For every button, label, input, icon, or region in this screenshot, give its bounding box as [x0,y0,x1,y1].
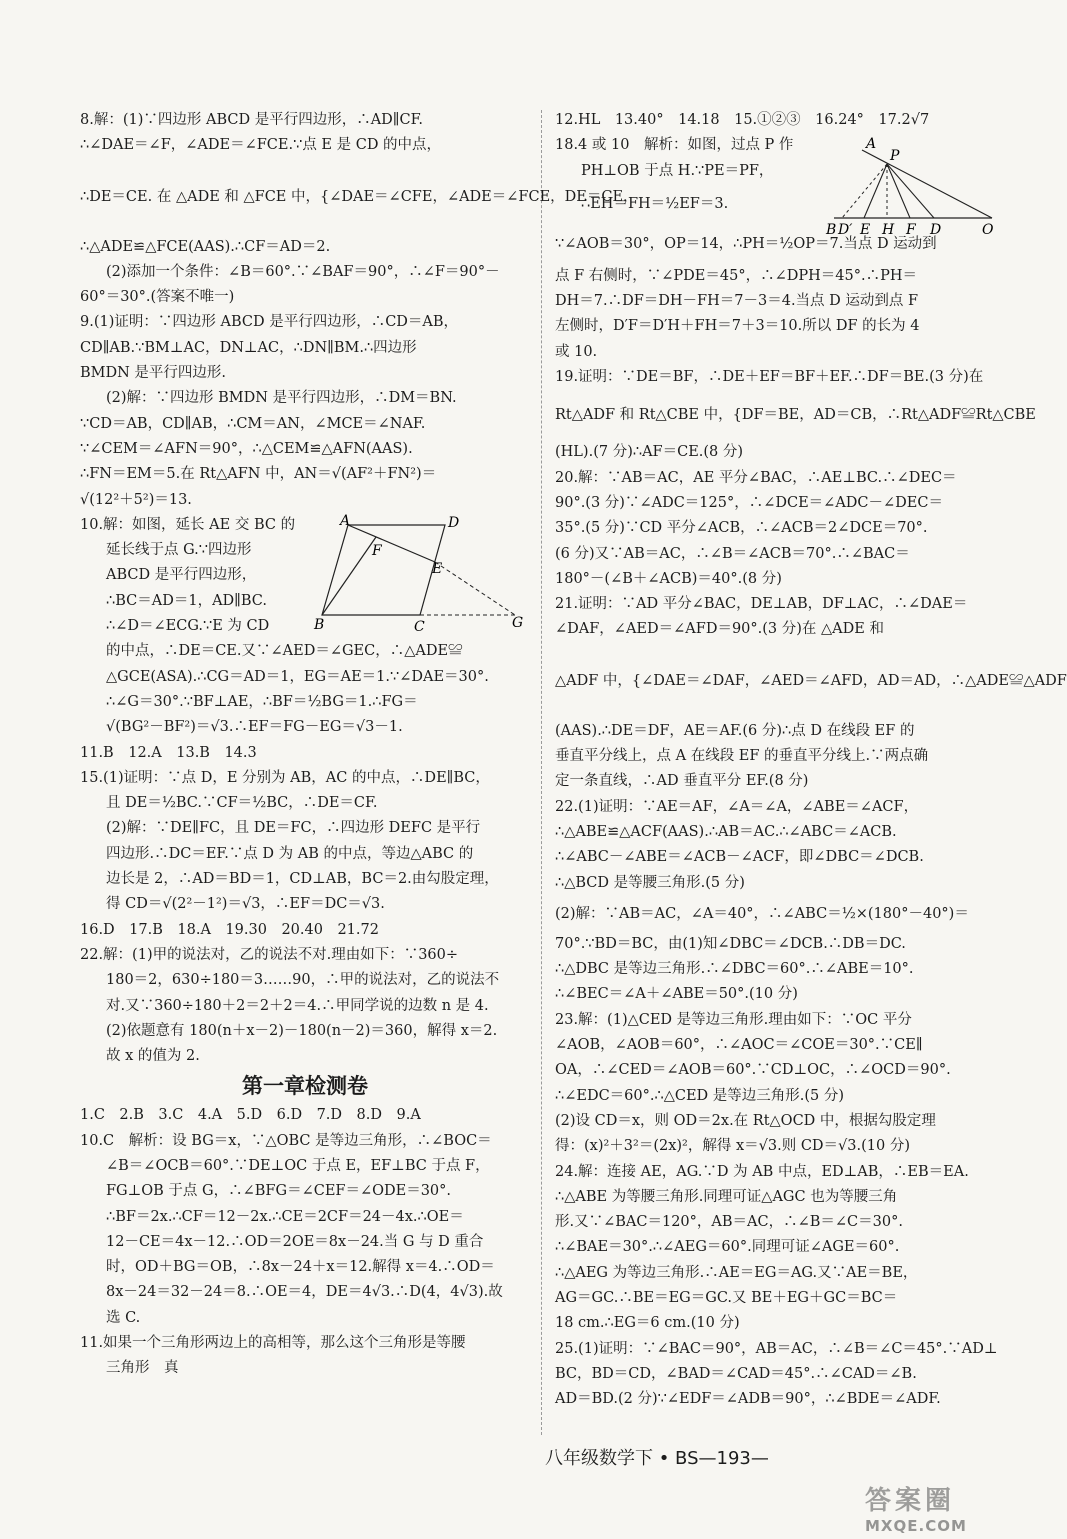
answer-line: 18.4 或 10 解析：如图，过点 P 作 [555,137,794,154]
label-d: D [930,222,942,238]
label-f: F [372,543,382,559]
answer-line: AG＝GC.∴BE＝EG＝GC.又 BE＋EG＋GC＝BC＝ [555,1289,898,1306]
answer-line: ∴BF＝2x.∴CF＝12－2x.∴CE＝2CF＝24－4x.∴OE＝ [106,1208,464,1225]
label-d: D [448,515,460,531]
answer-line: ∴∠BAE＝30°.∴∠AEG＝60°.同理可证∠AGE＝60°. [555,1239,900,1256]
answer-line: 60°＝30°.(答案不唯一) [80,289,235,306]
answer-line: 22.解：(1)甲的说法对，乙的说法不对.理由如下：∵360÷ [80,946,459,963]
answer-line: (2)添加一个条件：∠B＝60°.∵∠BAF＝90°，∴∠F＝90°－ [106,263,500,280]
answer-line: 12－CE＝4x－12.∴OD＝2OE＝8x－24.当 G 与 D 重合 [106,1233,484,1250]
answer-line: 180＝2，630÷180＝3……90，∴甲的说法对，乙的说法不 [106,972,500,989]
answer-line: ∴△AEG 为等边三角形.∴AE＝EG＝AG.又∵AE＝BE， [555,1264,918,1281]
answer-line: 10.解：如图，延长 AE 交 BC 的 [80,516,296,533]
answer-line: (6 分)又∵AB＝AC，∴∠B＝∠ACB＝70°.∴∠BAC＝ [555,545,910,562]
answer-line: AD＝BD.(2 分)∵∠EDF＝∠ADB＝90°，∴∠BDE＝∠ADF. [555,1391,941,1408]
answer-line: ∴∠DAE＝∠F，∠ADE＝∠FCE.∵点 E 是 CD 的中点， [80,137,442,154]
answer-line: 延长线于点 G.∵四边形 [106,542,252,559]
answer-line: OA，∴∠CED＝∠AOB＝60°.∵CD⊥OC，∴∠OCD＝90°. [555,1062,951,1079]
answer-line: DH＝7.∴DF＝DH－FH＝7－3＝4.当点 D 运动到点 F [555,293,919,310]
answer-line: (HL).(7 分)∴AF＝CE.(8 分) [555,444,744,461]
answer-line: ∴△ADE≌△FCE(AAS).∴CF＝AD＝2. [80,238,331,255]
label-e: E [860,222,871,238]
answer-line: 1.C 2.B 3.C 4.A 5.D 6.D 7.D 8.D 9.A [80,1107,421,1124]
segment-pe [864,164,887,218]
answer-line: PH⊥OB 于点 H.∵PE＝PF， [581,162,774,179]
answer-line: ∴△DBC 是等边三角形.∴∠DBC＝60°.∴∠ABE＝10°. [555,961,914,978]
answer-line: (2)设 CD＝x，则 OD＝2x.在 Rt△OCD 中，根据勾股定理 [555,1112,936,1129]
answer-line: √(BG²－BF²)＝√3.∴EF＝FG－EG＝√3－1. [106,719,403,736]
answer-line: ∴∠EDC＝60°.∴△CED 是等边三角形.(5 分) [555,1087,845,1104]
angle-figure [822,138,997,242]
answer-line: 选 C. [106,1309,141,1326]
answer-line: Rt△ADF 和 Rt△CBE 中，{DF＝BE，AD＝CB，∴Rt△ADF≌Rt△CBE [555,407,1036,424]
answer-line: 得：(x)²＋3²＝(2x)²，解得 x＝√3.则 CD＝√3.(10 分) [555,1138,911,1155]
answer-line: ∴∠G＝30°.∵BF⊥AE，∴BF＝½BG＝1.∴FG＝ [106,693,418,710]
segment-ae [348,525,435,562]
answer-line: BC，BD＝CD，∠BAD＝∠CAD＝45°.∴∠CAD＝∠B. [555,1365,917,1382]
label-f: F [906,222,916,238]
answer-line: 的中点，∴DE＝CE.又∵∠AED＝∠GEC，∴△ADE≌ [106,643,463,660]
label-g: G [512,615,524,631]
answer-line: 23.解：(1)△CED 是等边三角形.理由如下：∵OC 平分 [555,1011,912,1028]
answer-line: △GCE(ASA).∴CG＝AD＝1，EG＝AE＝1.∵∠DAE＝30°. [106,668,489,685]
label-p: P [890,148,900,164]
answer-line: ∵CD＝AB，CD∥AB，∴CM＝AN，∠MCE＝∠NAF. [80,415,426,432]
answer-line: 得 CD＝√(2²－1²)＝√3，∴EF＝DC＝√3. [106,896,385,913]
answer-line: ∴EH＝FH＝½EF＝3. [581,195,729,212]
label-c: C [414,619,425,635]
answer-line: ∠B＝∠OCB＝60°.∵DE⊥OC 于点 E，EF⊥BC 于点 F， [106,1157,490,1174]
answer-line: ∴∠ABC－∠ABE＝∠ACB－∠ACF，即∠DBC＝∠DCB. [555,849,924,866]
answer-line: 且 DE＝½BC.∵CF＝½BC，∴DE＝CF. [106,795,378,812]
section-title: 第一章检测卷 [242,1074,368,1099]
answer-line: FG⊥OB 于点 G，∴∠BFG＝∠CEF＝∠ODE＝30°. [106,1183,452,1200]
right-column [555,108,1067,1412]
answer-line: 15.(1)证明：∵点 D，E 分别为 AB，AC 的中点，∴DE∥BC， [80,769,490,786]
label-h: H [882,222,895,238]
answer-line: 90°.(3 分)∵∠ADC＝125°，∴∠DCE＝∠ADC－∠DEC＝ [555,494,943,511]
answer-line: ∴BC＝AD＝1，AD∥BC. [106,592,267,609]
answer-line: (2)解：∵AB＝AC，∠A＝40°，∴∠ABC＝½×(180°－40°)＝ [555,905,969,922]
answer-line: 形.又∵∠BAC＝120°，AB＝AC，∴∠B＝∠C＝30°. [555,1214,903,1231]
answer-line: 18 cm.∴EG＝6 cm.(10 分) [555,1315,740,1332]
answer-line: 对.又∵360÷180＋2＝2＋2＝4.∴甲同学说的边数 n 是 4. [106,997,489,1014]
answer-line: √(12²＋5²)＝13. [80,491,192,508]
label-a: A [866,136,877,152]
answer-line: 四边形.∴DC＝EF.∵点 D 为 AB 的中点，等边△ABC 的 [106,845,474,862]
answer-line: ∵∠CEM＝∠AFN＝90°，∴△CEM≌△AFN(AAS). [80,440,413,457]
answer-line: (2)解：∵DE∥FC，且 DE＝FC，∴四边形 DEFC 是平行 [106,820,481,837]
segment-bf [322,537,376,615]
answer-line: 点 F 右侧时，∵∠PDE＝45°，∴∠DPH＝45°.∴PH＝ [555,267,917,284]
answer-line: 24.解：连接 AE，AG.∵D 为 AB 中点，ED⊥AB，∴EB＝EA. [555,1163,969,1180]
answer-line: 70°.∵BD＝BC，由(1)知∠DBC＝∠DCB.∴DB＝DC. [555,935,906,952]
answer-line: 180°－(∠B＋∠ACB)＝40°.(8 分) [555,570,782,587]
answer-line: ∴∠BEC＝∠A＋∠ABE＝50°.(10 分) [555,986,798,1003]
answer-line: 25.(1)证明：∵∠BAC＝90°，AB＝AC，∴∠B＝∠C＝45°.∵AD⊥ [555,1340,998,1357]
watermark-logo [865,1480,995,1538]
answer-line: (AAS).∴DE＝DF，AE＝AF.(6 分)∴点 D 在线段 EF 的 [555,722,915,739]
answer-line: ∠AOB，∠AOB＝60°，∴∠AOC＝∠COE＝30°.∵CE∥ [555,1037,923,1054]
watermark-top: 答案圈 [865,1486,956,1516]
segment-pf [887,164,910,218]
parallelogram-figure [310,515,530,639]
watermark-bottom: MXQE.COM [865,1517,967,1535]
answer-line: 22.(1)证明：∵AE＝AF，∠A＝∠A，∠ABE＝∠ACF， [555,798,919,815]
answer-line: BMDN 是平行四边形. [80,365,227,382]
answer-line: ABCD 是平行四边形， [106,567,257,584]
answer-line: 或 10. [555,343,598,360]
label-b: B [314,617,325,633]
answer-line: (2)解：∵四边形 BMDN 是平行四边形，∴DM＝BN. [106,390,457,407]
answer-line: 11.B 12.A 13.B 14.3 [80,744,257,761]
segment-eg [435,562,515,615]
label-o: O [982,222,994,238]
column-divider [541,110,542,1435]
answer-line: 垂直平分线上，点 A 在线段 EF 的垂直平分线上.∵两点确 [555,748,929,765]
answer-line: CD∥AB.∵BM⊥AC，DN⊥AC，∴DN∥BM.∴四边形 [80,339,417,356]
answer-line: △ADF 中，{∠DAE＝∠DAF，∠AED＝∠AFD，AD＝AD，∴△ADE≌△ADF [555,672,1067,689]
label-d-prime: D′ [838,222,853,238]
answer-line: ∴△BCD 是等腰三角形.(5 分) [555,874,745,891]
answer-line: ∵∠AOB＝30°，OP＝14，∴PH＝½OP＝7.当点 D 运动到 [555,235,937,252]
answer-line: ∴FN＝EM＝5.在 Rt△AFN 中，AN＝√(AF²＋FN²)＝ [80,466,437,483]
answer-line: 16.D 17.B 18.A 19.30 20.40 21.72 [80,921,379,938]
answer-line: ∴∠D＝∠ECG.∵E 为 CD [106,618,270,635]
answer-line: 8x－24＝32－24＝8.∴OE＝4，DE＝4√3.∴D(4，4√3).故 [106,1284,503,1301]
answer-line: 12.HL 13.40° 14.18 15.①②③ 16.24° 17.2√7 [555,112,930,128]
answer-line: ∴△ABE 为等腰三角形.同理可证△AGC 也为等腰三角 [555,1188,898,1205]
line-ao [862,150,992,218]
answer-line: 9.(1)证明：∵四边形 ABCD 是平行四边形，∴CD＝AB， [80,314,459,331]
answer-line: 10.C 解析：设 BG＝x，∵△OBC 是等边三角形，∴∠BOC＝ [80,1132,492,1149]
answer-line: 19.证明：∵DE＝BF，∴DE＋EF＝BF＋EF.∴DF＝BE.(3 分)在 [555,369,984,386]
answer-line: 左侧时，D′F＝D′H＋FH＝7＋3＝10.所以 DF 的长为 4 [555,318,920,335]
answer-line: ∴△ABE≌△ACF(AAS).∴AB＝AC.∴∠ABC＝∠ACB. [555,823,897,840]
answer-line: 边长是 2，∴AD＝BD＝1，CD⊥AB，BC＝2.由勾股定理， [106,871,499,888]
answer-line: 定一条直线，∴AD 垂直平分 EF.(8 分) [555,773,809,790]
label-e: E [432,561,443,577]
segment-pd [887,164,934,218]
answer-line: (2)依题意有 180(n＋x－2)－180(n－2)＝360，解得 x＝2. [106,1022,498,1039]
answer-line: 故 x 的值为 2. [106,1048,200,1065]
answer-line: 20.解：∵AB＝AC，AE 平分∠BAC，∴AE⊥BC.∴∠DEC＝ [555,469,957,486]
label-a: A [340,513,351,529]
page-footer: 八年级数学下 • BS—193— [545,1448,769,1469]
answer-line: 8.解：(1)∵四边形 ABCD 是平行四边形，∴AD∥CF. [80,112,424,128]
answer-line: 时，OD＋BG＝OB，∴8x－24＋x＝12.解得 x＝4.∴OD＝ [106,1259,495,1276]
answer-line: 11.如果一个三角形两边上的高相等，那么这个三角形是等腰 [80,1335,466,1352]
answer-line: 三角形 真 [106,1360,179,1377]
label-b: B [826,222,837,238]
answer-line: ∠DAF，∠AED＝∠AFD＝90°.(3 分)在 △ADE 和 [555,621,884,638]
parallelogram-abcd [322,525,445,615]
answer-line: 21.证明：∵AD 平分∠BAC，DE⊥AB，DF⊥AC，∴∠DAE＝ [555,596,968,613]
answer-line: ∴DE＝CE. 在 △ADE 和 △FCE 中，{∠DAE＝∠CFE，∠ADE＝∠FCE，DE＝CE， [80,188,638,205]
answer-line: 35°.(5 分)∵CD 平分∠ACB，∴∠ACB＝2∠DCE＝70°. [555,520,928,537]
segment-pd-prime [842,164,887,218]
